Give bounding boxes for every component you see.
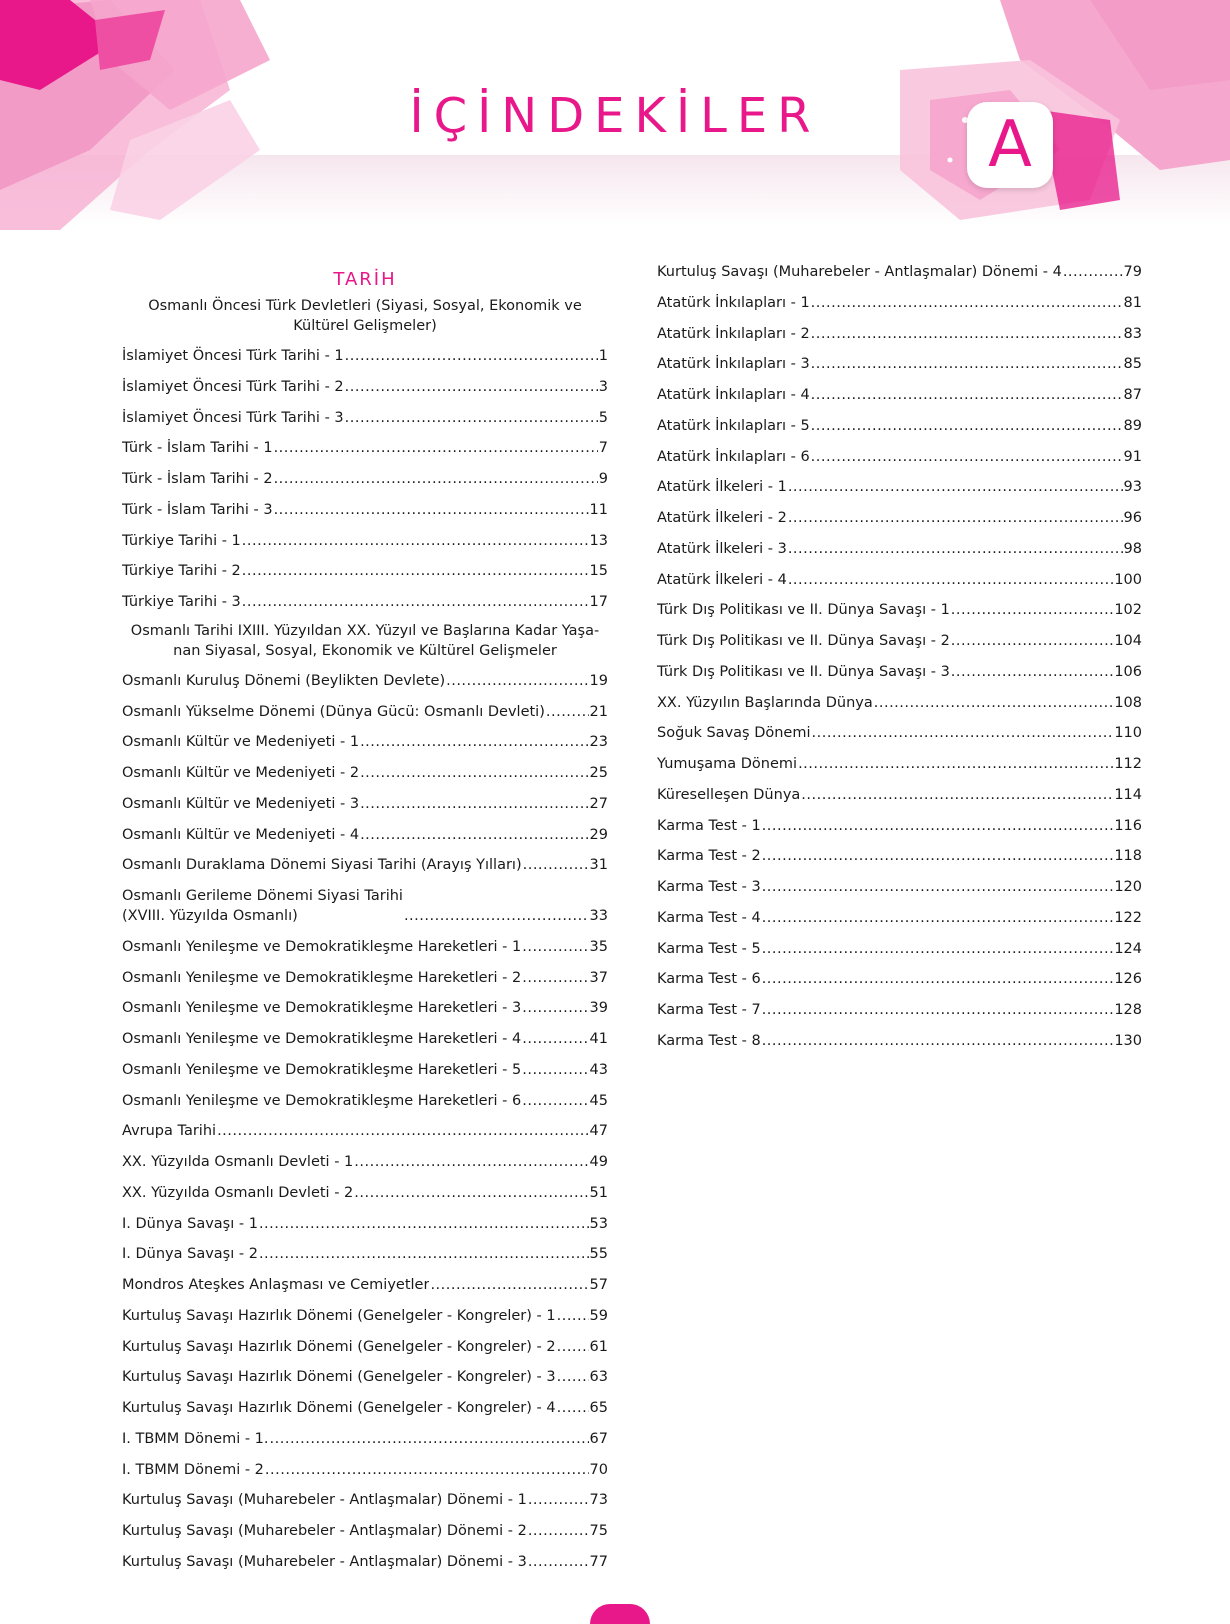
toc-entry[interactable]: [657, 385, 1142, 405]
toc-entry[interactable]: [657, 324, 1142, 344]
page-title: İÇİNDEKİLER: [409, 88, 821, 144]
toc-entry-label: Kurtuluş Savaşı Hazırlık Dönemi (Genelgeler - Kongreler) - 2: [122, 1338, 556, 1355]
toc-entry[interactable]: [122, 702, 608, 722]
toc-leader-dots: [522, 968, 588, 988]
toc-entry-label: Avrupa Tarihi: [122, 1123, 217, 1140]
toc-entry-label: Kurtuluş Savaşı (Muharebeler - Antlaşmalar) Dönemi - 2: [122, 1523, 527, 1539]
toc-leader-dots: [812, 723, 1114, 743]
toc-entry-page: 108: [1114, 694, 1142, 711]
toc-entry[interactable]: [657, 508, 1142, 528]
toc-entry-page: 5: [598, 409, 608, 426]
toc-entry-label: Osmanlı Kültür ve Medeniyeti - 4: [122, 826, 360, 843]
toc-entry-page: 29: [589, 826, 608, 843]
toc-leader-dots: [557, 1367, 589, 1387]
toc-leader-dots: [951, 662, 1114, 682]
toc-entry-label: İslamiyet Öncesi Türk Tarihi - 3: [122, 409, 344, 426]
toc-entry-page: 49: [589, 1154, 608, 1170]
toc-entry-label: Atatürk İnkılapları - 5: [657, 417, 810, 434]
toc-entry-label: İslamiyet Öncesi Türk Tarihi - 1: [122, 348, 344, 364]
toc-leader-dots: [430, 1275, 588, 1295]
toc-leader-dots: [259, 1244, 589, 1264]
toc-entry-page: 27: [589, 795, 608, 812]
toc-leader-dots: [274, 469, 598, 489]
toc-leader-dots: [270, 1429, 589, 1449]
toc-leader-dots: [788, 539, 1123, 559]
toc-leader-dots: [762, 816, 1114, 836]
toc-leader-dots: [522, 998, 588, 1018]
toc-entry-label: Türk - İslam Tarihi - 3: [122, 501, 273, 518]
toc-entry-label: Atatürk İlkeleri - 1: [657, 479, 787, 496]
toc-entry[interactable]: [122, 1367, 608, 1387]
toc-group-1: [122, 346, 608, 612]
toc-entry[interactable]: [122, 1152, 608, 1172]
toc-leader-dots: [522, 937, 588, 957]
toc-entry[interactable]: [657, 477, 1142, 497]
toc-entry-label: Karma Test - 8: [657, 1032, 761, 1049]
toc-entry-label: Atatürk İnkılapları - 6: [657, 448, 810, 465]
toc-entry[interactable]: [122, 1521, 608, 1541]
toc-leader-dots: [811, 447, 1123, 467]
toc-entry-label: Türk - İslam Tarihi - 2: [122, 471, 273, 487]
logo-letter: A: [988, 108, 1032, 182]
toc-entry[interactable]: [657, 600, 1142, 620]
toc-entry[interactable]: [657, 539, 1142, 559]
toc-entry-label: I. TBMM Dönemi - 1.: [122, 1430, 269, 1447]
toc-leader-dots: [242, 592, 589, 612]
toc-leader-dots: [360, 763, 588, 783]
toc-entry-page: 59: [589, 1307, 608, 1324]
toc-leader-dots: [811, 354, 1123, 374]
toc-entry[interactable]: [122, 500, 608, 520]
toc-leader-dots: [259, 1214, 589, 1234]
toc-entry-page: 21: [589, 703, 608, 720]
toc-entry-page: 1: [598, 348, 608, 364]
toc-entry-label: Osmanlı Yenileşme ve Demokratikleşme Hareketleri - 2: [122, 969, 522, 986]
toc-entry-page: 104: [1114, 633, 1142, 649]
toc-entry-label: Osmanlı Yenileşme ve Demokratikleşme Hareketleri - 4: [122, 1031, 522, 1047]
toc-entry-label: Atatürk İnkılapları - 4: [657, 387, 810, 403]
toc-entry-label: Atatürk İlkeleri - 4: [657, 571, 787, 588]
toc-leader-dots: [951, 631, 1114, 651]
toc-leader-dots: [811, 385, 1123, 405]
toc-leader-dots: [265, 1460, 589, 1480]
toc-entry-label: Karma Test - 5: [657, 940, 761, 957]
toc-entry-page: 65: [589, 1400, 608, 1416]
toc-entry[interactable]: [657, 877, 1142, 897]
toc-entry-label: Osmanlı Kültür ve Medeniyeti - 2: [122, 765, 360, 781]
toc-leader-dots: [345, 346, 598, 366]
toc-entry[interactable]: [122, 1244, 608, 1264]
toc-group-3: [657, 262, 1142, 1051]
toc-entry[interactable]: [122, 1398, 608, 1418]
toc-entry[interactable]: [122, 794, 608, 814]
toc-entry[interactable]: [122, 346, 608, 366]
toc-entry[interactable]: [122, 763, 608, 783]
toc-leader-dots: [762, 846, 1114, 866]
toc-entry[interactable]: [657, 293, 1142, 313]
toc-entry[interactable]: [657, 846, 1142, 866]
toc-entry-label: Osmanlı Kültür ve Medeniyeti - 1: [122, 734, 360, 751]
toc-entry-label: I. Dünya Savaşı - 2: [122, 1246, 258, 1263]
toc-entry-label: Atatürk İnkılapları - 2: [657, 325, 810, 342]
toc-entry-page: 61: [589, 1338, 608, 1355]
toc-leader-dots: [1063, 262, 1123, 282]
toc-entry-label: Türkiye Tarihi - 2: [122, 563, 241, 580]
toc-entry[interactable]: [122, 968, 608, 988]
toc-entry-page: 102: [1114, 602, 1142, 619]
toc-entry[interactable]: [122, 1214, 608, 1234]
toc-entry-page: 41: [589, 1031, 608, 1047]
toc-leader-dots: [557, 1306, 589, 1326]
toc-entry[interactable]: [657, 354, 1142, 374]
toc-leader-dots: [762, 908, 1114, 928]
toc-leader-dots: [788, 508, 1123, 528]
toc-entry-label: Türk Dış Politikası ve II. Dünya Savaşı - 1: [657, 602, 950, 619]
toc-leader-dots: [788, 477, 1123, 497]
toc-leader-dots: [242, 561, 589, 581]
toc-entry-label: Osmanlı Duraklama Dönemi Siyasi Tarihi (Arayış Yılları): [122, 857, 522, 874]
toc-entry-page: 81: [1123, 294, 1142, 311]
toc-entry-label: Atatürk İlkeleri - 2: [657, 510, 787, 526]
toc-entry-label: Küreselleşen Dünya: [657, 786, 801, 803]
toc-leader-dots: [762, 969, 1114, 989]
toc-entry[interactable]: [122, 1429, 608, 1449]
toc-entry[interactable]: [122, 1275, 608, 1295]
toc-entry[interactable]: [122, 1121, 608, 1141]
toc-entry-page: 25: [589, 765, 608, 781]
toc-leader-dots: [528, 1552, 589, 1572]
toc-entry-page: 15: [589, 563, 608, 580]
page-header: [0, 0, 1230, 240]
toc-entry[interactable]: [657, 969, 1142, 989]
toc-entry-label: I. Dünya Savaşı - 1: [122, 1215, 258, 1232]
toc-leader-dots: [762, 1031, 1114, 1051]
toc-entry-page: 106: [1114, 663, 1142, 680]
toc-leader-dots: [360, 825, 588, 845]
toc-leader-dots: [801, 785, 1113, 805]
toc-entry-label: Soğuk Savaş Dönemi: [657, 725, 811, 742]
toc-entry-page: 43: [589, 1061, 608, 1078]
toc-entry[interactable]: [657, 785, 1142, 805]
toc-entry[interactable]: [122, 998, 608, 1018]
toc-entry-label: İslamiyet Öncesi Türk Tarihi - 2: [122, 378, 344, 395]
toc-entry-page: 77: [589, 1553, 608, 1570]
toc-leader-dots: [788, 570, 1114, 590]
toc-leader-dots: [242, 531, 589, 551]
section-title: TARİH: [333, 269, 397, 290]
toc-entry-label: Osmanlı Yenileşme ve Demokratikleşme Hareketleri - 1: [122, 938, 522, 955]
toc-entry-page: 57: [589, 1277, 608, 1293]
toc-entry[interactable]: [122, 1337, 608, 1357]
toc-entry[interactable]: [122, 408, 608, 428]
toc-entry-page: 11: [589, 501, 608, 518]
toc-leader-dots: [345, 377, 598, 397]
toc-entry-page: 75: [589, 1523, 608, 1539]
toc-leader-dots: [404, 906, 589, 926]
toc-entry-label: Karma Test - 3: [657, 879, 761, 895]
toc-entry[interactable]: [122, 1091, 608, 1111]
toc-entry[interactable]: [122, 825, 608, 845]
toc-entry[interactable]: [122, 937, 608, 957]
toc-leader-dots: [522, 1029, 588, 1049]
toc-leader-dots: [557, 1398, 589, 1418]
toc-entry[interactable]: [122, 438, 608, 458]
toc-leader-dots: [274, 500, 589, 520]
toc-entry-page: 53: [589, 1215, 608, 1232]
toc-entry-label: Osmanlı Yükselme Dönemi (Dünya Gücü: Osmanlı Devleti): [122, 703, 545, 720]
toc-entry[interactable]: [122, 732, 608, 752]
toc-entry[interactable]: [122, 561, 608, 581]
toc-leader-dots: [360, 732, 588, 752]
toc-entry-page: 47: [589, 1123, 608, 1140]
toc-entry[interactable]: [122, 855, 608, 875]
toc-entry-page: 120: [1114, 879, 1142, 895]
logo: [967, 102, 1053, 188]
section-heading-2: Osmanlı Tarihi IXIII. Yüzyıldan XX. Yüzyıl ve Başlarına Kadar Yaşa- nan Siyasal, Sosyal, Ekonomik ve Kültürel Gelişmeler: [130, 622, 600, 659]
toc-entry[interactable]: [657, 416, 1142, 436]
toc-entry-label: XX. Yüzyılda Osmanlı Devleti - 2: [122, 1184, 354, 1201]
toc-leader-dots: [217, 1121, 588, 1141]
toc-entry-page: 124: [1114, 940, 1142, 957]
toc-entry-page: 128: [1114, 1002, 1142, 1018]
toc-entry-page: 116: [1114, 817, 1142, 834]
toc-entry-page: 122: [1114, 909, 1142, 926]
toc-entry-page: 112: [1114, 756, 1142, 772]
toc-entry[interactable]: [657, 570, 1142, 590]
toc-leader-dots: [546, 702, 589, 722]
toc-entry-label: Kurtuluş Savaşı Hazırlık Dönemi (Genelgeler - Kongreler) - 4: [122, 1400, 556, 1416]
toc-entry-page: 89: [1123, 417, 1142, 434]
toc-entry-label: Atatürk İlkeleri - 3: [657, 540, 787, 557]
toc-entry-page: 91: [1123, 448, 1142, 465]
toc-entry-label: Türkiye Tarihi - 1: [122, 532, 241, 549]
toc-entry[interactable]: [657, 1000, 1142, 1020]
toc-entry[interactable]: [122, 1060, 608, 1080]
toc-leader-dots: [528, 1490, 589, 1510]
toc-entry-page: 31: [589, 857, 608, 874]
toc-entry[interactable]: [122, 377, 608, 397]
toc-entry-page: 100: [1114, 571, 1142, 588]
toc-entry-label: Osmanlı Gerileme Dönemi Siyasi Tarihi (XVIII. Yüzyılda Osmanlı): [122, 888, 403, 924]
toc-entry-page: 37: [589, 969, 608, 986]
toc-entry-label: Türkiye Tarihi - 3: [122, 594, 241, 610]
toc-entry-label: XX. Yüzyılda Osmanlı Devleti - 1: [122, 1154, 354, 1170]
toc-leader-dots: [951, 600, 1114, 620]
toc-entry-page: 9: [598, 471, 608, 487]
toc-leader-dots: [557, 1337, 589, 1357]
toc-entry-page: 98: [1123, 540, 1142, 557]
toc-leader-dots: [811, 324, 1123, 344]
toc-entry-page: 33: [589, 908, 608, 924]
toc-entry-label: Atatürk İnkılapları - 3: [657, 356, 810, 373]
toc-leader-dots: [522, 1060, 588, 1080]
toc-entry-page: 45: [589, 1092, 608, 1109]
toc-entry[interactable]: [657, 262, 1142, 282]
toc-entry[interactable]: [122, 1183, 608, 1203]
toc-entry-label: Atatürk İnkılapları - 1: [657, 294, 810, 311]
toc-entry[interactable]: [122, 469, 608, 489]
toc-leader-dots: [874, 693, 1114, 713]
toc-entry[interactable]: [657, 939, 1142, 959]
toc-entry-page: 67: [589, 1430, 608, 1447]
toc-entry[interactable]: [657, 723, 1142, 743]
toc-entry-label: Kurtuluş Savaşı Hazırlık Dönemi (Genelgeler - Kongreler) - 1: [122, 1307, 556, 1324]
toc-leader-dots: [528, 1521, 589, 1541]
toc-entry-label: Türk Dış Politikası ve II. Dünya Savaşı - 2: [657, 633, 950, 649]
toc-leader-dots: [798, 754, 1113, 774]
toc-entry-page: 130: [1114, 1032, 1142, 1049]
toc-entry-label: Türk Dış Politikası ve II. Dünya Savaşı - 3: [657, 663, 950, 680]
toc-entry[interactable]: [122, 671, 608, 691]
toc-entry-label: Osmanlı Yenileşme ve Demokratikleşme Hareketleri - 6: [122, 1092, 522, 1109]
toc-leader-dots: [446, 671, 588, 691]
toc-leader-dots: [762, 1000, 1114, 1020]
toc-leader-dots: [811, 293, 1123, 313]
toc-entry-page: 39: [589, 1000, 608, 1017]
toc-entry-page: 70: [589, 1461, 608, 1478]
toc-entry[interactable]: [657, 754, 1142, 774]
toc-entry-page: 118: [1114, 848, 1142, 865]
toc-entry[interactable]: [657, 816, 1142, 836]
toc-entry-page: 17: [589, 594, 608, 610]
toc-leader-dots: [354, 1183, 588, 1203]
toc-entry[interactable]: [122, 531, 608, 551]
toc-leader-dots: [762, 939, 1114, 959]
toc-entry[interactable]: [657, 1031, 1142, 1051]
toc-entry-label: Mondros Ateşkes Anlaşması ve Cemiyetler: [122, 1277, 430, 1293]
toc-leader-dots: [762, 877, 1114, 897]
toc-group-2: [122, 671, 608, 1572]
toc-entry[interactable]: [122, 1552, 608, 1572]
toc-entry-page: 110: [1114, 725, 1142, 742]
toc-entry[interactable]: [122, 1460, 608, 1480]
toc-entry-page: 13: [589, 532, 608, 549]
toc-entry-label: Karma Test - 6: [657, 971, 761, 988]
toc-entry-page: 126: [1114, 971, 1142, 988]
toc-entry[interactable]: [122, 1490, 608, 1510]
toc-entry-page: 114: [1114, 786, 1142, 803]
toc-entry-label: Karma Test - 1: [657, 817, 761, 834]
right-column: [657, 262, 1142, 1062]
toc-entry-label: Osmanlı Yenileşme ve Demokratikleşme Hareketleri - 5: [122, 1061, 522, 1078]
toc-entry-label: Osmanlı Kültür ve Medeniyeti - 3: [122, 795, 360, 812]
toc-entry-page: 3: [598, 378, 608, 395]
toc-entry-page: 79: [1123, 264, 1142, 280]
toc-entry-page: 63: [589, 1369, 608, 1386]
section-heading-1: Osmanlı Öncesi Türk Devletleri (Siyasi, Sosyal, Ekonomik ve Kültürel Gelişmeler): [148, 298, 582, 334]
toc-leader-dots: [523, 855, 589, 875]
toc-leader-dots: [360, 794, 588, 814]
toc-entry-page: 96: [1123, 510, 1142, 526]
toc-entry-label: Kurtuluş Savaşı Hazırlık Dönemi (Genelgeler - Kongreler) - 3: [122, 1369, 556, 1386]
toc-entry-label: Osmanlı Kuruluş Dönemi (Beylikten Devlete): [122, 672, 446, 689]
toc-entry-label: XX. Yüzyılın Başlarında Dünya: [657, 694, 873, 711]
toc-entry[interactable]: [657, 693, 1142, 713]
toc-entry-label: I. TBMM Dönemi - 2: [122, 1461, 264, 1478]
toc-entry-page: 85: [1123, 356, 1142, 373]
toc-entry-page: 83: [1123, 325, 1142, 342]
toc-entry[interactable]: [122, 886, 608, 926]
toc-entry-page: 35: [589, 938, 608, 955]
toc-entry[interactable]: [657, 662, 1142, 682]
toc-leader-dots: [811, 416, 1123, 436]
toc-entry-page: 19: [589, 672, 608, 689]
toc-entry-page: 51: [589, 1184, 608, 1201]
toc-leader-dots: [345, 408, 598, 428]
toc-entry-page: 93: [1123, 479, 1142, 496]
toc-entry[interactable]: [657, 631, 1142, 651]
toc-entry[interactable]: [657, 908, 1142, 928]
toc-entry[interactable]: [122, 1029, 608, 1049]
toc-leader-dots: [522, 1091, 588, 1111]
toc-entry-label: Karma Test - 2: [657, 848, 761, 865]
toc-leader-dots: [274, 438, 598, 458]
toc-entry-label: Kurtuluş Savaşı (Muharebeler - Antlaşmalar) Dönemi - 4: [657, 264, 1062, 280]
toc-entry-page: 23: [589, 734, 608, 751]
toc-leader-dots: [354, 1152, 588, 1172]
left-column: [122, 268, 608, 1583]
toc-entry-label: Osmanlı Yenileşme ve Demokratikleşme Hareketleri - 3: [122, 1000, 522, 1017]
toc-entry-page: 73: [589, 1492, 608, 1509]
toc-entry-label: Karma Test - 7: [657, 1002, 761, 1018]
toc-entry-page: 55: [589, 1246, 608, 1263]
toc-entry-label: Karma Test - 4: [657, 909, 761, 926]
toc-entry-label: Türk - İslam Tarihi - 1: [122, 440, 273, 457]
toc-entry[interactable]: [122, 592, 608, 612]
toc-entry-label: Kurtuluş Savaşı (Muharebeler - Antlaşmalar) Dönemi - 3: [122, 1553, 527, 1570]
toc-entry-page: 87: [1123, 387, 1142, 403]
toc-entry-label: Yumuşama Dönemi: [657, 756, 798, 772]
toc-entry[interactable]: [657, 447, 1142, 467]
toc-entry[interactable]: [122, 1306, 608, 1326]
toc-entry-label: Kurtuluş Savaşı (Muharebeler - Antlaşmalar) Dönemi - 1: [122, 1492, 527, 1509]
page-tab-decoration: [590, 1604, 650, 1624]
toc-entry-page: 7: [598, 440, 608, 457]
